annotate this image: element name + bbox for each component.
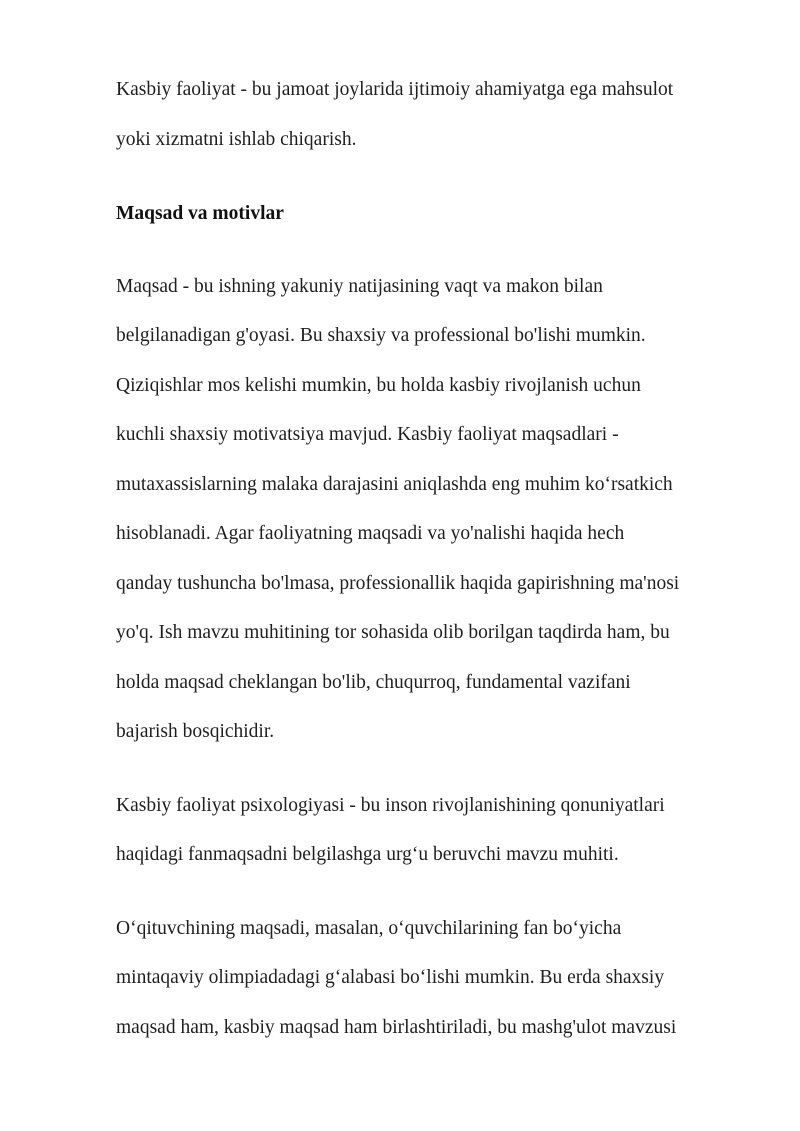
paragraph-2-line-8: yo'q. Ish mavzu muhitining tor sohasida olib borilgan taqdirda ham, bu xyxy=(116,622,670,643)
paragraph-2-line-10: bajarish bosqichidir. xyxy=(116,721,275,742)
paragraph-3-line-1: Kasbiy faoliyat psixologiyasi - bu inson rivojlanishining qonuniyatlari xyxy=(116,795,665,816)
paragraph-2-line-6: hisoblanadi. Agar faoliyatning maqsadi va yo'nalishi haqida hech xyxy=(116,523,625,544)
paragraph-2-line-3: Qiziqishlar mos kelishi mumkin, bu holda kasbiy rivojlanish uchun xyxy=(116,375,641,396)
section-heading: Maqsad va motivlar xyxy=(116,203,284,224)
paragraph-2-line-9: holda maqsad cheklangan bo'lib, chuqurroq, fundamental vazifani xyxy=(116,672,631,693)
paragraph-4-line-2: mintaqaviy olimpiadadagi g‘alabasi bo‘lishi mumkin. Bu erda shaxsiy xyxy=(116,967,665,988)
paragraph-1-line-2: yoki xizmatni ishlab chiqarish. xyxy=(116,129,357,150)
paragraph-1-line-1: Kasbiy faoliyat - bu jamoat joylarida ijtimoiy ahamiyatga ega mahsulot xyxy=(116,79,674,100)
paragraph-2-line-5: mutaxassislarning malaka darajasini aniqlashda eng muhim ko‘rsatkich xyxy=(116,474,673,495)
paragraph-3-line-2: haqidagi fanmaqsadni belgilashga urg‘u beruvchi mavzu muhiti. xyxy=(116,844,619,865)
paragraph-2-line-1: Maqsad - bu ishning yakuniy natijasining vaqt va makon bilan xyxy=(116,276,603,297)
paragraph-4-line-3: maqsad ham, kasbiy maqsad ham birlashtiriladi, bu mashg'ulot mavzusi xyxy=(116,1017,677,1038)
paragraph-4-line-1: O‘qituvchining maqsadi, masalan, o‘quvchilarining fan bo‘yicha xyxy=(116,918,622,939)
paragraph-2-line-7: qanday tushuncha bo'lmasa, professionallik haqida gapirishning ma'nosi xyxy=(116,573,680,594)
paragraph-2-line-4: kuchli shaxsiy motivatsiya mavjud. Kasbiy faoliyat maqsadlari - xyxy=(116,424,619,445)
paragraph-2-line-2: belgilanadigan g'oyasi. Bu shaxsiy va professional bo'lishi mumkin. xyxy=(116,325,646,346)
